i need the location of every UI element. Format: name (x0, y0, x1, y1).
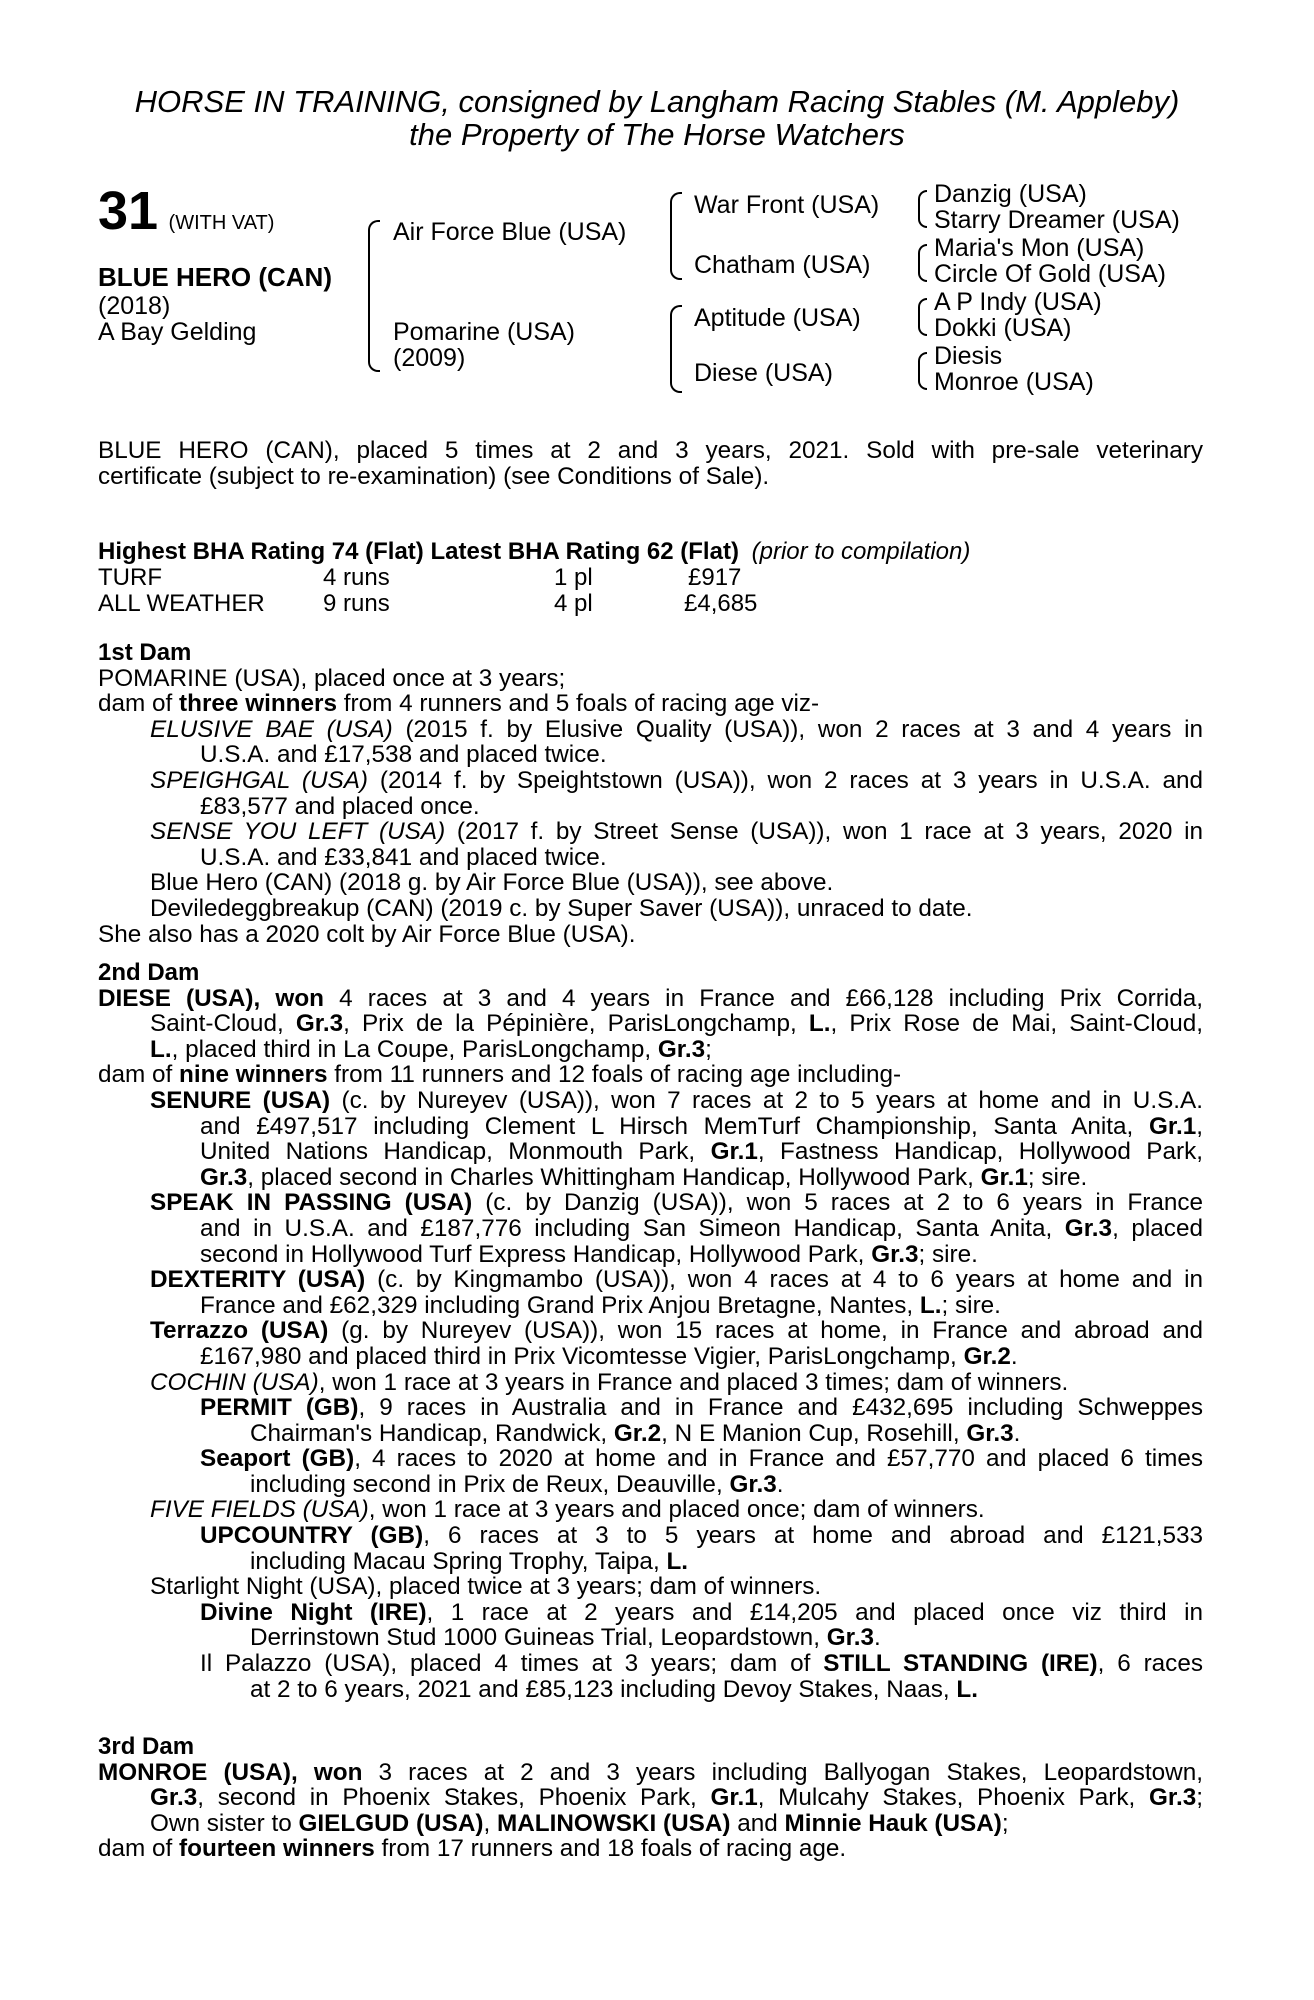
produce-2020-colt: She also has a 2020 colt by Air Force Blue (USA). (98, 920, 636, 948)
diese-line3: L., placed third in La Coupe, ParisLongchamp, Gr.3; (150, 1035, 712, 1063)
bha-ratings-title: Highest BHA Rating 74 (Flat) Latest BHA Rating 62 (Flat) (98, 538, 739, 565)
pedigree-gen3-2: Chatham (USA) (694, 251, 871, 279)
second-dam-section (98, 960, 1203, 1702)
summary-line1: BLUE HERO (CAN), placed 5 times at 2 and 3 years, 2021. Sold with pre-sale veterinary (98, 437, 1203, 464)
produce-five-fields: FIVE FIELDS (USA), won 1 race at 3 years and placed once; dam of winners. (150, 1496, 985, 1524)
bha-ratings-note: (prior to compilation) (751, 538, 971, 565)
third-dam-heading: 3rd Dam (98, 1733, 195, 1760)
produce-speighgal-cont: £83,577 and placed once. (200, 792, 480, 820)
third-dam-section (98, 1734, 1203, 1862)
horse-description: A Bay Gelding (98, 318, 257, 346)
produce-upcountry: UPCOUNTRY (GB), 6 races at 3 to 5 years at home and abroad and £121,533 (200, 1522, 1204, 1550)
pedigree-gen4-5: A P Indy (USA) (934, 288, 1102, 316)
pedigree-gen4-3: Maria's Mon (USA) (934, 234, 1145, 262)
pedigree-dam: Pomarine (USA) (393, 318, 575, 346)
pedigree-brace-4b (918, 244, 927, 282)
produce-senure: SENURE (USA) (c. by Nureyev (USA)), won 7 races at 2 to 5 years at home and in U.S.A. (150, 1086, 1203, 1114)
produce-speak-in-passing-3: second in Hollywood Turf Express Handicap, Hollywood Park, Gr.3; sire. (200, 1240, 978, 1268)
pedigree-gen4-8: Monroe (USA) (934, 368, 1094, 396)
monroe-line1: MONROE (USA), won 3 races at 2 and 3 years including Ballyogan Stakes, Leopardstown, (98, 1758, 1203, 1786)
horse-name: BLUE HERO (CAN) (98, 262, 332, 292)
produce-seaport-2: including second in Prix de Reux, Deauville, Gr.3. (250, 1470, 784, 1498)
produce-speighgal: SPEIGHGAL (USA) (2014 f. by Speightstown (USA)), won 2 races at 3 years in U.S.A. and (150, 766, 1204, 794)
produce-sense-you-left: SENSE YOU LEFT (USA) (2017 f. by Street Sense (USA)), won 1 race at 3 years, 2020 in (150, 818, 1203, 846)
pedigree-gen4-2: Starry Dreamer (USA) (934, 206, 1180, 234)
first-dam-heading: 1st Dam (98, 639, 192, 666)
produce-deviledeggbreakup: Deviledeggbreakup (CAN) (2019 c. by Super Saver (USA)), unraced to date. (150, 894, 973, 922)
produce-upcountry-2: including Macau Spring Trophy, Taipa, L. (250, 1547, 689, 1575)
produce-divine-night: Divine Night (IRE), 1 race at 2 years and £14,205 and placed once viz third in (200, 1598, 1203, 1626)
record-placed: 1 pl (554, 564, 593, 591)
summary-line2: certificate (subject to re-examination) (see Conditions of Sale). (98, 462, 770, 490)
pedigree-brace-dam (670, 305, 682, 393)
pedigree-brace-4d (918, 352, 927, 390)
produce-terrazzo: Terrazzo (USA) (g. by Nureyev (USA)), won 15 races at home, in France and abroad and (150, 1317, 1203, 1345)
lot-number-block (98, 180, 274, 242)
produce-elusive-bae: ELUSIVE BAE (USA) (2015 f. by Elusive Quality (USA)), won 2 races at 3 and 4 years in (150, 715, 1203, 743)
produce-sense-you-left-cont: U.S.A. and £33,841 and placed twice. (200, 843, 607, 871)
monroe-line2: Gr.3, second in Phoenix Stakes, Phoenix Park, Gr.1, Mulcahy Stakes, Phoenix Park, Gr.3; (150, 1784, 1203, 1812)
record-runs: 4 runs (323, 564, 390, 591)
produce-blue-hero: Blue Hero (CAN) (2018 g. by Air Force Blue (USA)), see above. (150, 869, 834, 897)
record-surface: TURF (98, 564, 162, 591)
produce-speak-in-passing-2: and in U.S.A. and £187,776 including San Simeon Handicap, Santa Anita, Gr.3, placed (200, 1214, 1203, 1242)
produce-senure-3: United Nations Handicap, Monmouth Park, Gr.1, Fastness Handicap, Hollywood Park, (200, 1138, 1203, 1166)
bha-ratings-heading (98, 538, 970, 566)
pedigree-brace-4c (918, 298, 927, 336)
produce-dexterity: DEXTERITY (USA) (c. by Kingmambo (USA)), won 4 races at 4 to 6 years at home and in (150, 1266, 1203, 1294)
produce-dexterity-2: France and £62,329 including Grand Prix Anjou Bretagne, Nantes, L.; sire. (200, 1291, 1001, 1319)
record-placed: 4 pl (554, 590, 593, 617)
produce-senure-2: and £497,517 including Clement L Hirsch MemTurf Championship, Santa Anita, Gr.1, (200, 1112, 1203, 1140)
catalogue-header-line1: HORSE IN TRAINING, consigned by Langham Racing Stables (M. Appleby) (134, 84, 1180, 119)
lot-number: 31 (98, 181, 159, 241)
produce-elusive-bae-cont: U.S.A. and £17,538 and placed twice. (200, 741, 607, 769)
pedigree-brace-4a (918, 190, 927, 228)
produce-seaport: Seaport (GB), 4 races to 2020 at home and in France and £57,770 and placed 6 times (200, 1445, 1203, 1473)
produce-starlight-night: Starlight Night (USA), placed twice at 3 years; dam of winners. (150, 1573, 822, 1601)
pedigree-brace-sire (670, 192, 682, 280)
produce-il-palazzo-2: at 2 to 6 years, 2021 and £85,123 including Devoy Stakes, Naas, L. (250, 1675, 979, 1703)
record-amount: £4,685 (684, 590, 758, 617)
produce-il-palazzo: Il Palazzo (USA), placed 4 times at 3 years; dam of STILL STANDING (IRE), 6 races (200, 1650, 1203, 1678)
produce-senure-4: Gr.3, placed second in Charles Whittingham Handicap, Hollywood Park, Gr.1; sire. (200, 1163, 1088, 1191)
diese-produce-summary: dam of nine winners from 11 runners and 12 foals of racing age including- (98, 1061, 902, 1089)
monroe-line3: Own sister to GIELGUD (USA), MALINOWSKI (USA) and Minnie Hauk (USA); (150, 1809, 1009, 1837)
pedigree-gen3-1: War Front (USA) (694, 191, 880, 219)
pedigree-gen4-1: Danzig (USA) (934, 180, 1087, 208)
first-dam-produce-summary: dam of three winners from 4 runners and 5 foals of racing age viz- (98, 690, 820, 718)
produce-cochin: COCHIN (USA), won 1 race at 3 years in France and placed 3 times; dam of winners. (150, 1368, 1069, 1396)
foaling-year: (2018) (98, 292, 171, 320)
pedigree-dam-year: (2009) (393, 344, 466, 372)
pedigree-brace-main (368, 220, 380, 372)
record-runs: 9 runs (323, 590, 390, 617)
catalogue-header-line2: the Property of The Horse Watchers (409, 117, 905, 152)
monroe-produce-summary: dam of fourteen winners from 17 runners and 18 foals of racing age. (98, 1835, 847, 1863)
produce-permit-2: Chairman's Handicap, Randwick, Gr.2, N E Manion Cup, Rosehill, Gr.3. (250, 1419, 1021, 1447)
record-surface: ALL WEATHER (98, 590, 265, 617)
diese-line2: Saint-Cloud, Gr.3, Prix de la Pépinière, ParisLongchamp, L., Prix Rose de Mai, Saint-Cloud, (150, 1010, 1203, 1038)
produce-terrazzo-2: £167,980 and placed third in Prix Vicomtesse Vigier, ParisLongchamp, Gr.2. (200, 1342, 1018, 1370)
pedigree-gen4-6: Dokki (USA) (934, 314, 1072, 342)
first-dam-section (98, 640, 1203, 947)
pedigree-gen3-4: Diese (USA) (694, 359, 833, 387)
pedigree-gen3-3: Aptitude (USA) (694, 304, 861, 332)
pedigree-gen4-4: Circle Of Gold (USA) (934, 260, 1166, 288)
second-dam-heading: 2nd Dam (98, 959, 200, 986)
lot-summary (98, 438, 1203, 489)
produce-divine-night-2: Derrinstown Stud 1000 Guineas Trial, Leopardstown, Gr.3. (250, 1624, 881, 1652)
produce-permit: PERMIT (GB), 9 races in Australia and in France and £432,695 including Schweppes (200, 1394, 1204, 1422)
record-amount: £917 (688, 564, 742, 591)
pedigree-sire: Air Force Blue (USA) (393, 218, 627, 246)
diese-line1: DIESE (USA), won 4 races at 3 and 4 years in France and £66,128 including Prix Corrida, (98, 984, 1203, 1012)
produce-speak-in-passing: SPEAK IN PASSING (USA) (c. by Danzig (USA)), won 5 races at 2 to 6 years in France (150, 1189, 1204, 1217)
vat-label: (WITH VAT) (168, 212, 275, 234)
pedigree-gen4-7: Diesis (934, 342, 1003, 370)
first-dam-intro: POMARINE (USA), placed once at 3 years; (98, 664, 566, 692)
